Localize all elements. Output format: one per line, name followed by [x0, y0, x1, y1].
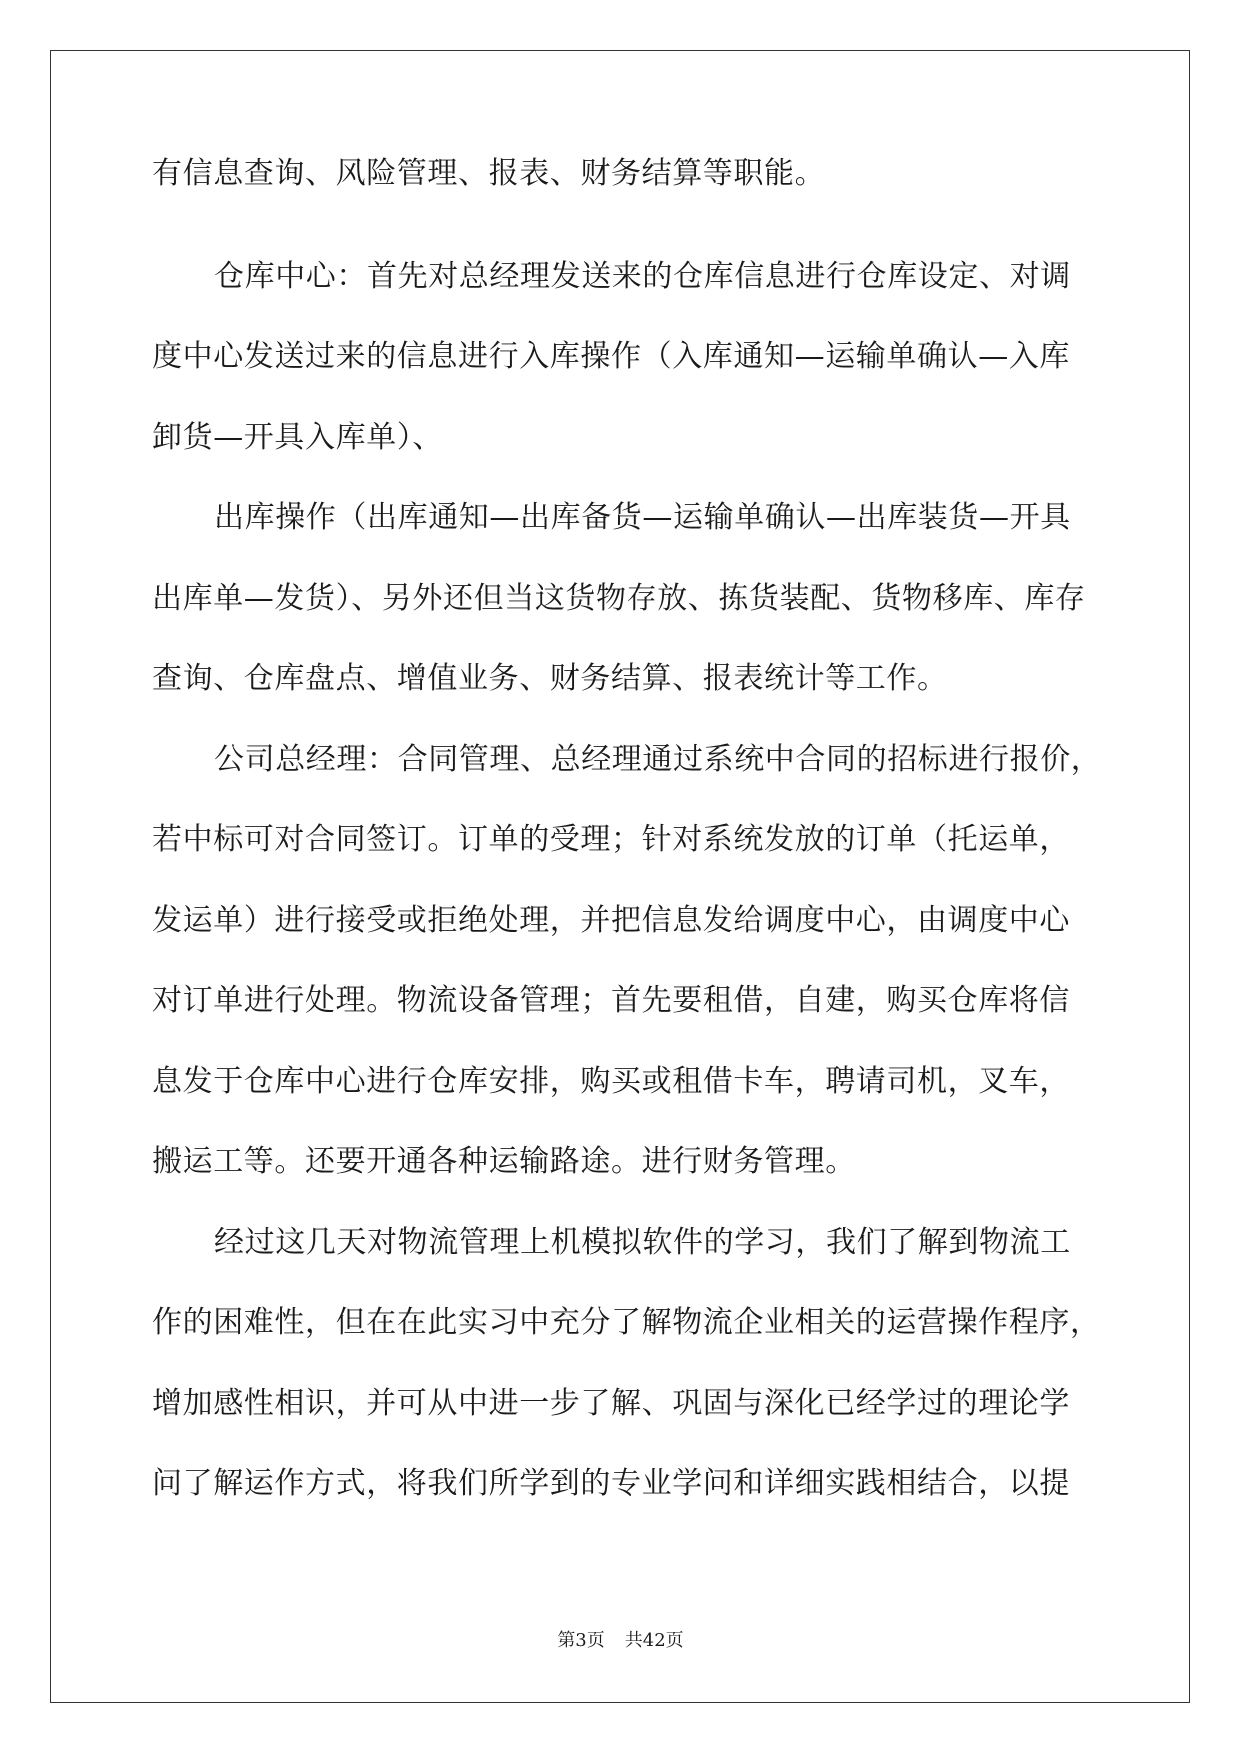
paragraph-warehouse-start: 仓库中心：首先对总经理发送来的仓库信息进行仓库设定、对调	[214, 258, 1071, 294]
text-line: 问了解运作方式，将我们所学到的专业学问和详细实践相结合，以提	[152, 1466, 1070, 1501]
text-line: 有信息查询、风险管理、报表、财务结算等职能。	[152, 156, 826, 191]
paragraph-outbound-start: 出库操作（出库通知—出库备货—运输单确认—出库装货—开具	[214, 500, 1071, 535]
text-line: 对订单进行处理。物流设备管理；首先要租借，自建，购买仓库将信	[152, 983, 1070, 1018]
page-footer	[0, 1626, 1241, 1652]
paragraph-summary-start: 经过这几天对物流管理上机模拟软件的学习，我们了解到物流工	[214, 1224, 1071, 1260]
text-line: 增加感性相识，并可从中进一步了解、巩固与深化已经学过的理论学	[152, 1385, 1070, 1421]
text-line: 发运单）进行接受或拒绝处理，并把信息发给调度中心，由调度中心	[152, 902, 1070, 938]
page-number: 第3页	[557, 1630, 605, 1651]
text-line: 息发于仓库中心进行仓库安排，购买或租借卡车，聘请司机，叉车，	[152, 1063, 1070, 1099]
text-line: 查询、仓库盘点、增值业务、财务结算、报表统计等工作。	[152, 661, 948, 696]
text-line: 搬运工等。还要开通各种运输路途。进行财务管理。	[152, 1144, 856, 1179]
text-line: 卸货—开具入库单）、	[152, 419, 443, 455]
document-body	[152, 156, 1102, 1525]
text-line: 若中标可对合同签订。订单的受理；针对系统发放的订单（托运单，	[152, 822, 1070, 857]
text-line: 出库单—发货）、另外还但当这货物存放、拣货装配、货物移库、库存	[152, 580, 1086, 616]
paragraph-manager-start: 公司总经理：合同管理、总经理通过系统中合同的招标进行报价，	[214, 741, 1102, 777]
text-line: 作的困难性，但在在此实习中充分了解物流企业相关的运营操作程序，	[152, 1305, 1101, 1340]
page-total: 共42页	[624, 1630, 684, 1651]
text-line: 度中心发送过来的信息进行入库操作（入库通知—运输单确认—入库	[152, 339, 1070, 374]
